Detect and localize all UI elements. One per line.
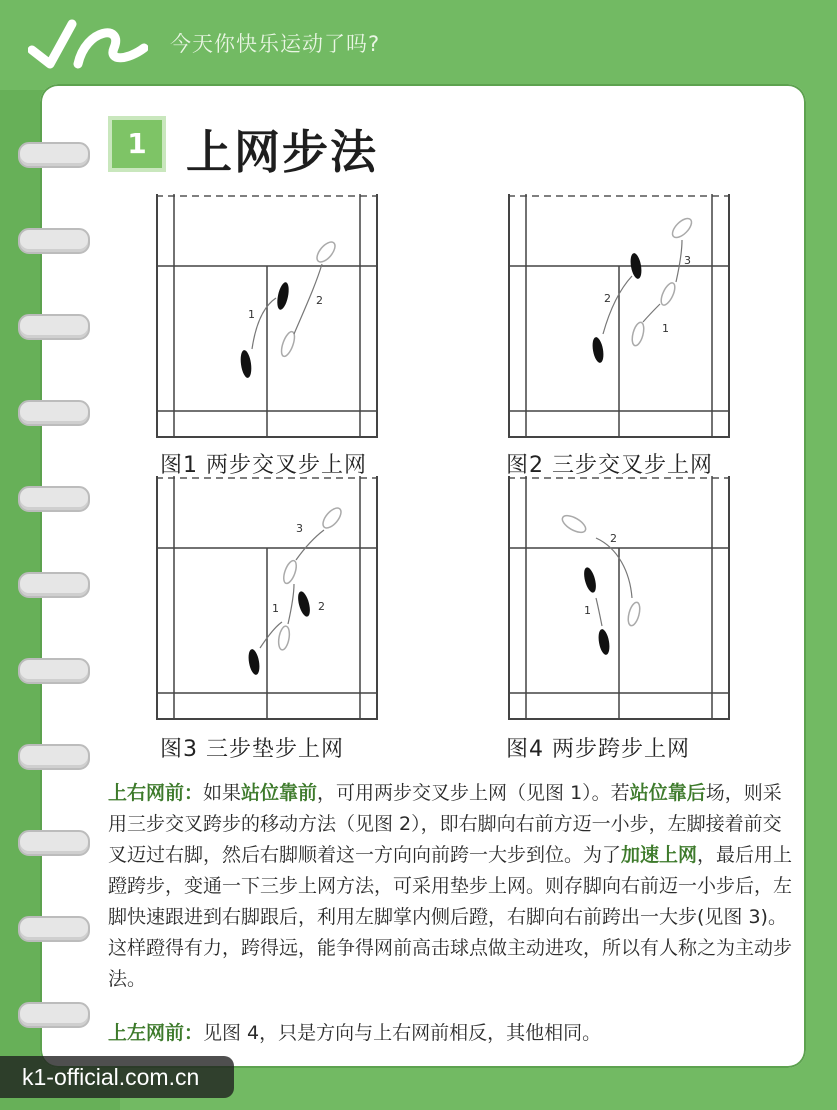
footprint-outline-icon: [281, 559, 299, 585]
figure-caption-4: 图4 两步跨步上网: [506, 737, 690, 762]
binder-ring: [18, 658, 90, 684]
footprint-icon: [582, 566, 598, 594]
paragraph-text: ，可用两步交叉步上网（见图 1）。若: [317, 782, 630, 804]
footprint-icon: [597, 628, 611, 655]
footprint-icon: [247, 648, 261, 675]
binder-ring: [18, 1002, 90, 1028]
footprint-icon: [296, 590, 312, 618]
paragraph-left-net: [108, 1018, 798, 1049]
binder-ring: [18, 228, 90, 254]
svg-text:3: 3: [296, 522, 303, 535]
footprint-icon: [275, 281, 291, 310]
footprint-outline-icon: [630, 321, 646, 347]
footprint-outline-icon: [626, 601, 642, 627]
court-diagram-4: [508, 476, 730, 720]
brand-logo: [28, 14, 148, 74]
paragraph-right-net: [108, 778, 798, 995]
svg-text:2: 2: [316, 294, 323, 307]
svg-text:2: 2: [610, 532, 617, 545]
paragraph-label: 上右网前：: [108, 782, 204, 804]
binder-ring: [18, 572, 90, 598]
court-diagram-2: [508, 194, 730, 438]
binder-ring: [18, 314, 90, 340]
court-diagram-3: [156, 476, 378, 720]
footprint-icon: [239, 349, 253, 378]
figure-caption-2: 图2 三步交叉步上网: [506, 453, 713, 478]
paragraph-text: 见图 4，只是方向与上右网前相反，其他相同。: [203, 1022, 602, 1044]
watermark: k1-official.com.cn: [0, 1056, 234, 1098]
highlight-text: 加速上网: [621, 844, 698, 866]
svg-text:1: 1: [662, 322, 669, 335]
section-number: 1: [108, 116, 166, 172]
binder-ring: [18, 486, 90, 512]
section-title: 上网步法: [186, 125, 378, 179]
footprint-outline-icon: [277, 625, 291, 650]
footprint-outline-icon: [669, 215, 694, 240]
footprint-outline-icon: [314, 239, 339, 265]
footprint-icon: [591, 336, 605, 363]
paragraph-text: ，最后用上蹬跨步，变通一下三步上网方法，可采用垫步上网。则存脚向右前迈一小步后，左脚快速跟进到右脚跟后，利用左脚掌内侧后蹬，右脚向右前跨出一大步(见图 3)。这样蹬得有力，跨得远，能争得网前高击球点做主动进攻，所以有人称之为主动步法。: [108, 844, 793, 990]
figure-caption-3: 图3 三步垫步上网: [160, 737, 344, 762]
svg-text:2: 2: [318, 600, 325, 613]
footprint-outline-icon: [560, 512, 589, 535]
highlight-text: 站位靠后: [629, 782, 706, 804]
svg-text:3: 3: [684, 254, 691, 267]
figure-caption-1: 图1 两步交叉步上网: [160, 453, 367, 478]
binder-ring: [18, 142, 90, 168]
footprint-icon: [629, 252, 643, 279]
binder-ring: [18, 400, 90, 426]
footprint-outline-icon: [279, 330, 297, 358]
binder-ring: [18, 830, 90, 856]
highlight-text: 站位靠前: [241, 782, 318, 804]
court-diagram-1: [156, 194, 378, 438]
footprint-outline-icon: [658, 281, 677, 307]
svg-text:1: 1: [584, 604, 591, 617]
binder-ring: [18, 744, 90, 770]
svg-text:2: 2: [604, 292, 611, 305]
footprint-outline-icon: [320, 505, 345, 531]
svg-text:1: 1: [272, 602, 279, 615]
binder-ring: [18, 916, 90, 942]
paragraph-text: 场，则采用三步交叉跨步的移动方法（见图 2），即右脚向右前方迈一小步，左脚接着前交叉迈过右脚，然后右脚顺着这一方向向前跨一大步到位。为了: [108, 782, 782, 866]
paragraph-text: 如果: [203, 782, 242, 804]
header-slogan: 今天你快乐运动了吗?: [170, 32, 381, 56]
svg-text:1: 1: [248, 308, 255, 321]
paragraph-label: 上左网前：: [108, 1022, 204, 1044]
